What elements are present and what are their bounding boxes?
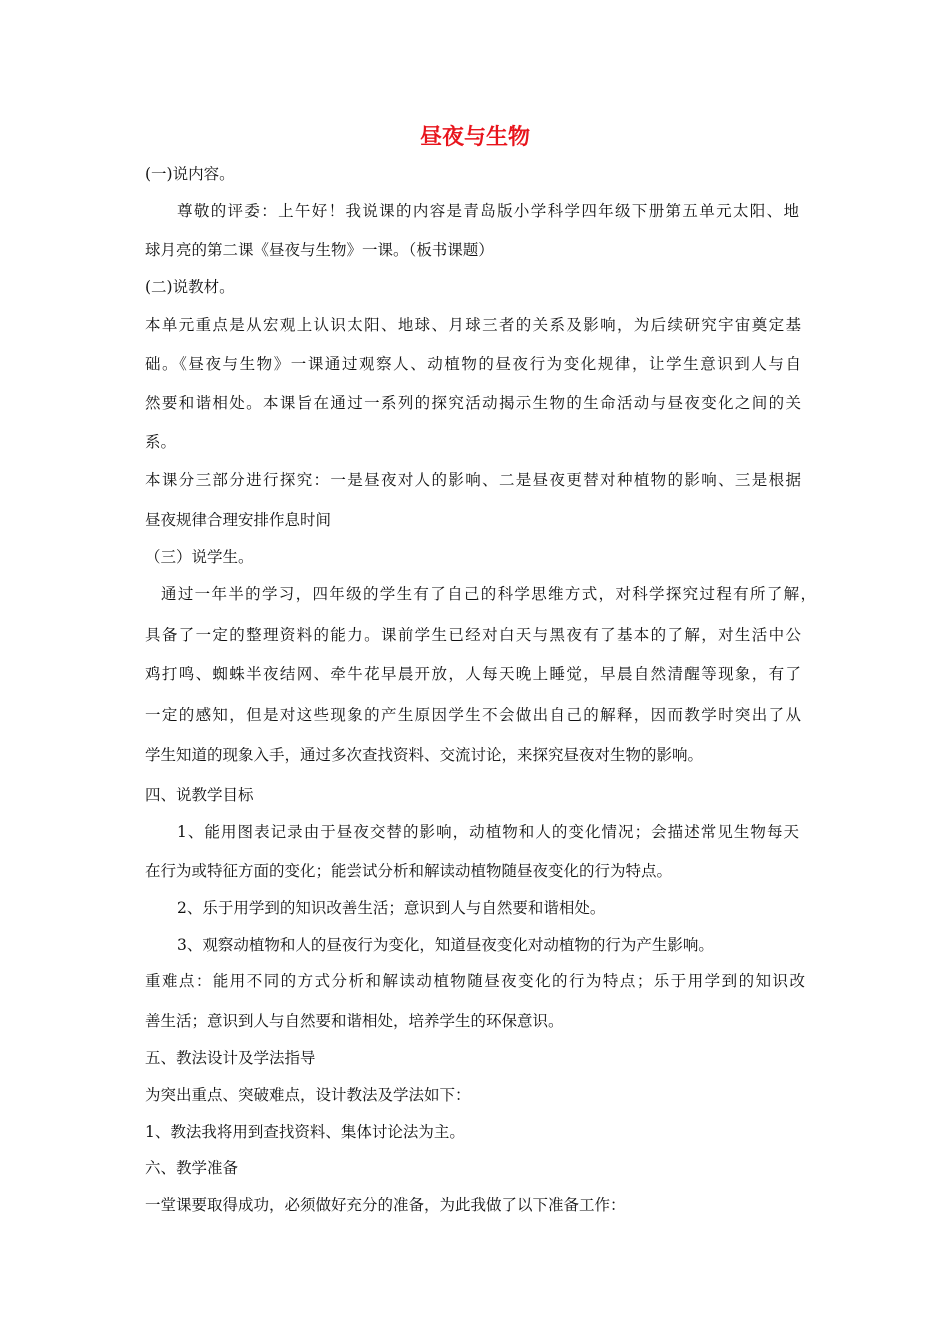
paragraph-line: 本课分三部分进行探究：一是昼夜对人的影响、二是昼夜更替对种植物的影响、三是根据 (145, 471, 801, 489)
paragraph-line: 具备了一定的整理资料的能力。课前学生已经对白天与黑夜有了基本的了解，对生活中公 (145, 626, 801, 644)
paragraph-line: 善生活；意识到人与自然要和谐相处，培养学生的环保意识。 (145, 1012, 564, 1030)
section-heading-preparation: 六、教学准备 (145, 1159, 239, 1177)
paragraph-line: 1、教法我将用到查找资料、集体讨论法为主。 (145, 1123, 465, 1141)
paragraph-line: 在行为或特征方面的变化；能尝试分析和解读动植物随昼夜变化的行为特点。 (145, 862, 673, 880)
section-heading-students: （三）说学生。 (145, 548, 254, 566)
section-heading-content: (一)说内容。 (145, 165, 235, 183)
paragraph-line: 尊敬的评委：上午好！我说课的内容是青岛版小学科学四年级下册第五单元太阳、地 (177, 202, 799, 220)
paragraph-line: 然要和谐相处。本课旨在通过一系列的探究活动揭示生物的生命活动与昼夜变化之间的关 (145, 394, 801, 412)
document-title: 昼夜与生物 (419, 125, 530, 150)
paragraph-line: 重难点：能用不同的方式分析和解读动植物随昼夜变化的行为特点；乐于用学到的知识改 (145, 972, 805, 990)
paragraph-line: 通过一年半的学习，四年级的学生有了自己的科学思维方式，对科学探究过程有所了解， (161, 585, 816, 603)
paragraph-line: 一定的感知，但是对这些现象的产生原因学生不会做出自己的解释，因而教学时突出了从 (145, 706, 801, 724)
paragraph-line: 础。《昼夜与生物》一课通过观察人、动植物的昼夜行为变化规律，让学生意识到人与自 (145, 355, 801, 373)
paragraph-line: 系。 (145, 433, 177, 451)
paragraph-line: 一堂课要取得成功，必须做好充分的准备，为此我做了以下准备工作： (145, 1196, 626, 1214)
paragraph-line: 学生知道的现象入手，通过多次查找资料、交流讨论，来探究昼夜对生物的影响。 (145, 746, 704, 764)
section-heading-objectives: 四、说教学目标 (145, 786, 254, 804)
paragraph-line: 2、乐于用学到的知识改善生活；意识到人与自然要和谐相处。 (177, 899, 606, 917)
paragraph-line: 1、能用图表记录由于昼夜交替的影响，动植物和人的变化情况；会描述常见生物每天 (177, 823, 799, 841)
paragraph-line: 本单元重点是从宏观上认识太阳、地球、月球三者的关系及影响，为后续研究宇宙奠定基 (145, 316, 801, 334)
section-heading-methods: 五、教法设计及学法指导 (145, 1049, 316, 1067)
paragraph-line: 为突出重点、突破难点，设计教法及学法如下： (145, 1086, 471, 1104)
section-heading-material: (二)说教材。 (145, 278, 235, 296)
paragraph-line: 鸡打鸣、蜘蛛半夜结网、牵牛花早晨开放，人每天晚上睡觉，早晨自然清醒等现象，有了 (145, 665, 801, 683)
paragraph-line: 昼夜规律合理安排作息时间 (145, 511, 332, 529)
paragraph-line: 3、观察动植物和人的昼夜行为变化，知道昼夜变化对动植物的行为产生影响。 (177, 936, 714, 954)
paragraph-line: 球月亮的第二课《昼夜与生物》一课。（板书课题） (145, 241, 494, 259)
